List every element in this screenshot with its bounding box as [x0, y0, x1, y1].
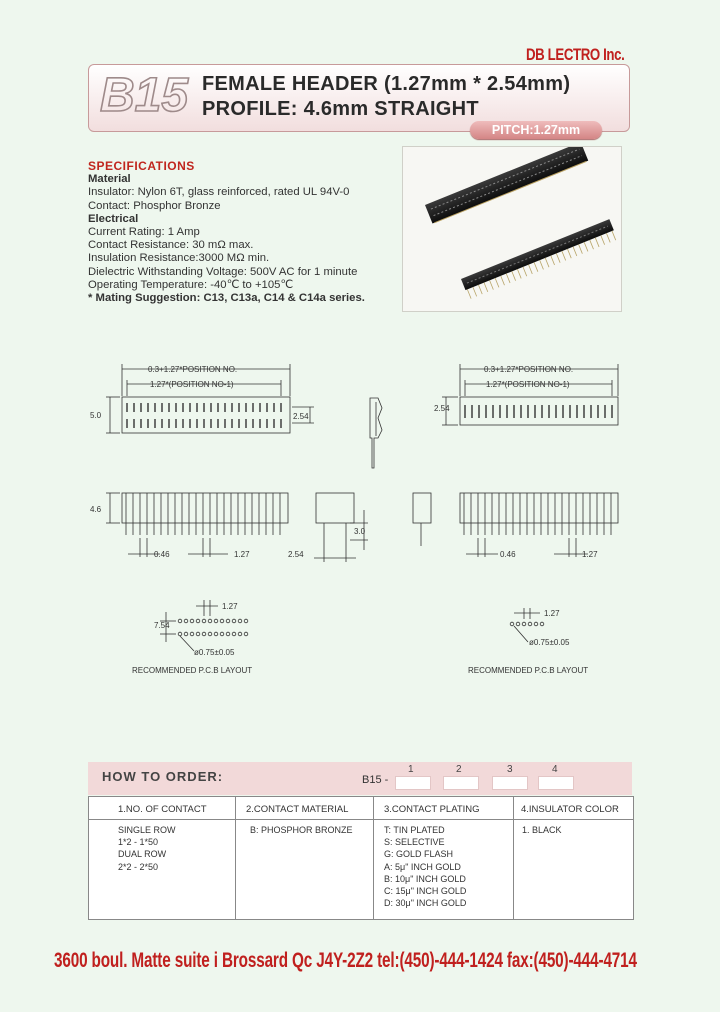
dim-1-27-right: 1.27	[582, 550, 598, 559]
order-box-3	[492, 776, 528, 790]
product-photo	[402, 146, 622, 312]
spec-insulator: Insulator: Nylon 6T, glass reinforced, rated UL 94V-0	[88, 186, 350, 199]
pitch-badge: PITCH:1.27mm	[470, 121, 602, 139]
order-col-4-line: 1. BLACK	[522, 825, 562, 835]
dual-row-header-shape	[425, 147, 588, 224]
order-col-1-values	[118, 824, 176, 873]
product-code: B15	[100, 69, 189, 122]
single-row-header-shape	[461, 219, 618, 299]
order-col-header-2: 2.CONTACT MATERIAL	[246, 804, 349, 815]
order-col-3-line: T: TIN PLATED	[384, 825, 445, 835]
dim-4-6: 4.6	[90, 505, 102, 514]
spec-title: SPECIFICATIONS	[88, 159, 195, 173]
pcb-layout-right	[510, 622, 544, 626]
dim-1-27-pcb-right: 1.27	[544, 609, 560, 618]
order-col-1-line: DUAL ROW	[118, 849, 167, 860]
single-row-pins-top	[465, 405, 612, 418]
pcb-layout-left	[178, 619, 248, 636]
order-code-prefix: B15 -	[362, 774, 389, 786]
single-row-pins-front	[464, 493, 611, 535]
dim-0-46-right: 0.46	[500, 550, 516, 559]
order-col-3-line: B: 10μ" INCH GOLD	[384, 873, 466, 884]
dim-hole-right: ø0.75±0.05	[529, 638, 570, 647]
order-col-2-line: B: PHOSPHOR BRONZE	[250, 825, 353, 835]
side-view-left	[316, 493, 354, 523]
single-row-top-view	[460, 397, 618, 425]
order-box-number-2: 2	[456, 764, 462, 775]
dim-1-27-left: 1.27	[234, 550, 250, 559]
spec-material-heading: Material	[88, 173, 131, 186]
single-row-front-view	[460, 493, 618, 523]
header-photo-illustration	[403, 147, 621, 311]
pcb-label-left: RECOMMENDED P.C.B LAYOUT	[132, 666, 253, 675]
order-col-3-line: S: SELECTIVE	[384, 837, 445, 848]
dim-hole-left: ø0.75±0.05	[194, 648, 235, 657]
order-col-header-3: 3.CONTACT PLATING	[384, 804, 480, 815]
spec-mating-suggestion: * Mating Suggestion: C13, C13a, C14 & C14a series.	[88, 292, 365, 305]
order-box-number-4: 4	[552, 764, 558, 775]
specifications-block	[88, 160, 365, 305]
title-line-2: PROFILE: 4.6mm STRAIGHT	[202, 98, 479, 120]
order-col-3-line: C: 15μ" INCH GOLD	[384, 886, 467, 897]
spec-current-rating: Current Rating: 1 Amp	[88, 226, 200, 239]
order-col-1-line: 2*2 - 2*50	[118, 861, 159, 872]
order-title: HOW TO ORDER:	[102, 769, 224, 784]
dim-positions-minus-left: 1.27*(POSITION NO-1)	[150, 380, 234, 389]
spec-electrical-heading: Electrical	[88, 212, 139, 225]
order-col-1-line: SINGLE ROW	[118, 825, 176, 835]
dim-2-54-right: 2.54	[434, 404, 450, 413]
dim-2-54-top: 2.54	[293, 412, 309, 421]
order-col-header-4: 4.INSULATOR COLOR	[521, 804, 619, 815]
spec-insulation-resistance: Insulation Resistance:3000 MΩ min.	[88, 252, 270, 265]
dual-row-pins-top	[127, 403, 281, 428]
spec-dielectric: Dielectric Withstanding Voltage: 500V AC for 1 minute	[88, 265, 358, 278]
dim-5-0: 5.0	[90, 411, 102, 420]
spec-operating-temp: Operating Temperature: -40℃ to +105℃	[88, 278, 294, 291]
order-col-header-1: 1.NO. OF CONTACT	[118, 804, 207, 815]
order-box-number-3: 3	[507, 764, 513, 775]
dim-positions-left: 0.3+1.27*POSITION NO.	[148, 365, 238, 374]
dim-3-0: 3.0	[354, 527, 366, 536]
dim-0-46-left: 0.46	[154, 550, 170, 559]
dim-positions-right: 0.3+1.27*POSITION NO.	[484, 365, 574, 374]
footer-address: 3600 boul. Matte suite i Brossard Qc J4Y-2Z2 tel:(450)-444-1424 fax:(450)-444-4714	[54, 949, 637, 972]
technical-drawings	[88, 350, 632, 680]
order-box-1	[395, 776, 431, 790]
side-view-right	[413, 493, 431, 523]
brand-logo-text: DB LECTRO Inc.	[526, 45, 625, 64]
pcb-label-right: RECOMMENDED P.C.B LAYOUT	[468, 666, 589, 675]
dim-positions-minus-right: 1.27*(POSITION NO-1)	[486, 380, 570, 389]
dim-7-54: 7.54	[154, 621, 170, 630]
order-col-2-values	[250, 824, 353, 836]
order-col-3-values	[384, 824, 466, 909]
spec-contact: Contact: Phosphor Bronze	[88, 199, 221, 212]
order-box-2	[443, 776, 479, 790]
order-col-3-line: G: GOLD FLASH	[384, 849, 454, 860]
dim-2-54-side: 2.54	[288, 550, 304, 559]
spec-contact-resistance: Contact Resistance: 30 mΩ max.	[88, 239, 254, 252]
order-col-3-line: A: 5μ" INCH GOLD	[384, 861, 461, 872]
dim-1-27-pcb-left: 1.27	[222, 602, 238, 611]
order-col-4-values	[522, 824, 562, 836]
dual-row-pins-front	[126, 493, 280, 535]
order-col-1-line: 1*2 - 1*50	[118, 837, 159, 848]
title-line-1: FEMALE HEADER (1.27mm * 2.54mm)	[202, 73, 571, 95]
dual-row-top-view	[122, 397, 290, 433]
order-col-3-line: D: 30μ" INCH GOLD	[384, 898, 467, 909]
order-box-4	[538, 776, 574, 790]
order-box-number-1: 1	[408, 764, 414, 775]
